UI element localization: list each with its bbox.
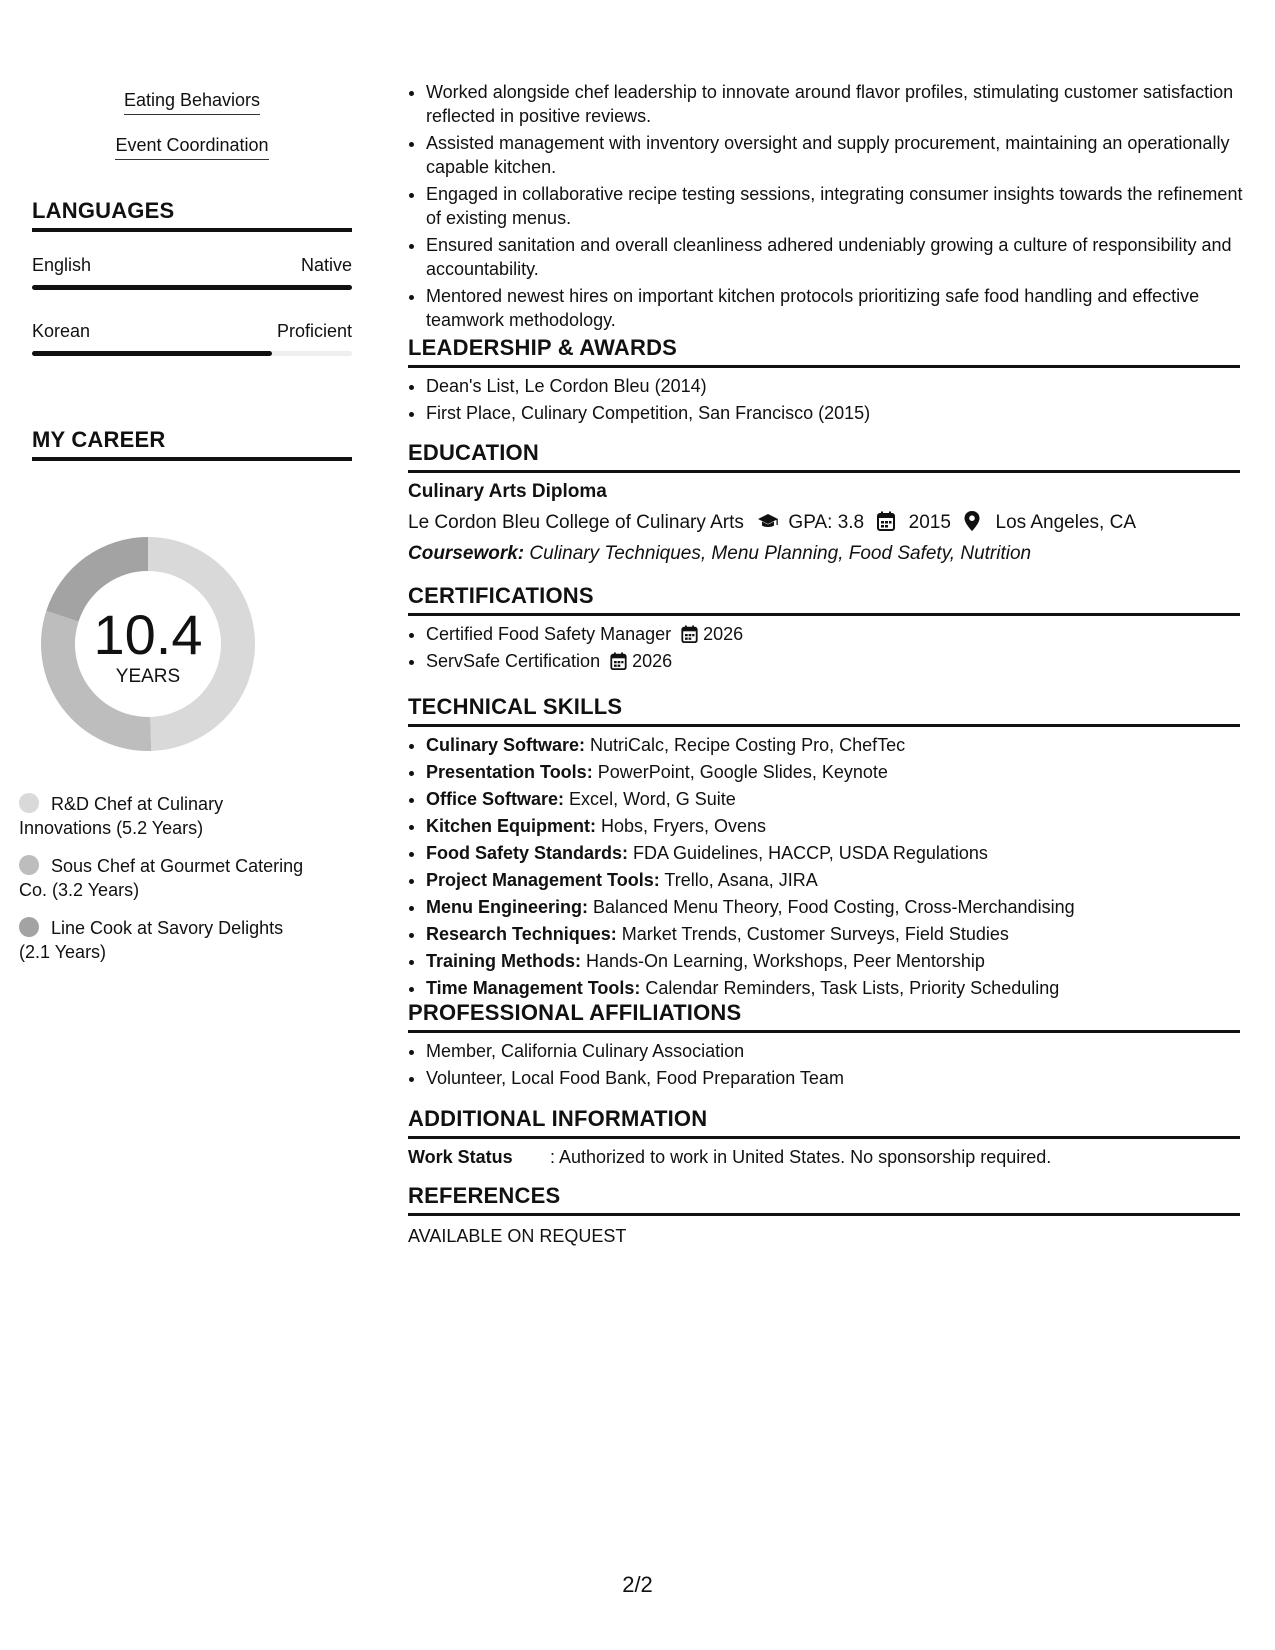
skill-category: Research Techniques: — [426, 924, 617, 944]
gpa-value: GPA: 3.8 — [788, 512, 865, 533]
interest-item — [32, 134, 352, 160]
certification-year: 2026 — [703, 624, 744, 644]
languages-heading: LANGUAGES — [32, 198, 352, 232]
legend-label: Sous Chef at Gourmet Catering Co. (3.2 Years) — [19, 856, 304, 900]
affiliation-item: • Volunteer, Local Food Bank, Food Preparation Team — [426, 1065, 1240, 1092]
work-status-value: : Authorized to work in United States. No sponsorship required. — [550, 1147, 1052, 1167]
education-section — [408, 480, 1240, 567]
coursework-line — [408, 541, 1240, 567]
skill-item — [426, 975, 1240, 1002]
skill-category: Menu Engineering: — [426, 897, 588, 917]
interest-item — [32, 89, 352, 115]
legend-label: R&D Chef at Culinary Innovations (5.2 Years) — [19, 794, 224, 838]
career-legend-item — [19, 916, 319, 964]
interest-label: Event Coordination — [115, 134, 268, 160]
leadership-section — [408, 373, 1240, 427]
language-level: Native — [300, 255, 352, 275]
skill-item — [426, 894, 1240, 921]
experience-bullet: • Assisted management with inventory oversight and supply procurement, maintaining an operationally capable kitchen. — [426, 131, 1258, 179]
affiliations-section — [408, 1038, 1240, 1092]
work-status-row — [408, 1145, 1240, 1169]
language-name: Korean — [32, 321, 91, 341]
career-legend-item — [19, 854, 319, 902]
technical-skills-section — [408, 732, 1240, 1002]
degree-title: Culinary Arts Diploma — [408, 481, 607, 502]
skill-values: FDA Guidelines, HACCP, USDA Regulations — [633, 843, 988, 863]
skill-values: Hands-On Learning, Workshops, Peer Mentorship — [586, 951, 985, 971]
interest-label: Eating Behaviors — [124, 89, 260, 115]
certification-year: 2026 — [632, 651, 673, 671]
skill-values: Excel, Word, G Suite — [569, 789, 736, 809]
graduation-cap-icon — [757, 511, 777, 531]
language-bar-english — [32, 285, 352, 290]
language-bar-fill — [32, 285, 352, 290]
career-legend-item — [19, 792, 319, 840]
language-name: English — [32, 255, 92, 275]
skill-item — [426, 813, 1240, 840]
skill-category: Kitchen Equipment: — [426, 816, 596, 836]
skill-item — [426, 840, 1240, 867]
language-level: Proficient — [276, 321, 352, 341]
references-text: AVAILABLE ON REQUEST — [408, 1226, 627, 1246]
coursework-label: Coursework: — [408, 543, 525, 564]
skill-item — [426, 867, 1240, 894]
skill-values: Calendar Reminders, Task Lists, Priority Scheduling — [645, 978, 1060, 998]
page-number: 2/2 — [622, 1572, 653, 1597]
career-legend — [19, 792, 319, 978]
language-bar-korean — [32, 351, 352, 356]
affiliation-item: • Member, California Culinary Association — [426, 1038, 1240, 1065]
calendar-icon — [610, 651, 628, 669]
certification-item — [426, 648, 1240, 675]
school-name: Le Cordon Bleu College of Culinary Arts — [408, 512, 744, 533]
experience-bullet: • Worked alongside chef leadership to innovate around flavor profiles, stimulating customer satisfaction reflected in positive reviews. — [426, 80, 1258, 128]
legend-color-dot — [19, 855, 39, 875]
work-status-label: Work Status — [408, 1147, 513, 1167]
skill-category: Project Management Tools: — [426, 870, 660, 890]
education-details — [408, 510, 1240, 536]
education-heading: EDUCATION — [408, 440, 1240, 473]
references-heading: REFERENCES — [408, 1183, 1240, 1216]
legend-color-dot — [19, 917, 39, 937]
skill-category: Culinary Software: — [426, 735, 586, 755]
skill-values: NutriCalc, Recipe Costing Pro, ChefTec — [590, 735, 906, 755]
certification-name: Certified Food Safety Manager — [426, 624, 672, 644]
school-location: Los Angeles, CA — [995, 512, 1136, 533]
technical-skills-heading: TECHNICAL SKILLS — [408, 694, 1240, 727]
skill-category: Time Management Tools: — [426, 978, 641, 998]
experience-bullet: • Mentored newest hires on important kitchen protocols prioritizing safe food handling and effective teamwork methodology. — [426, 284, 1258, 332]
experience-bullet: • Ensured sanitation and overall cleanliness adhered undeniably growing a culture of responsibility and accountability. — [426, 233, 1258, 281]
skill-values: Market Trends, Customer Surveys, Field Studies — [621, 924, 1009, 944]
skill-item — [426, 732, 1240, 759]
skill-values: Hobs, Fryers, Ovens — [601, 816, 767, 836]
career-heading: MY CAREER — [32, 427, 352, 461]
additional-info-section — [408, 1145, 1240, 1169]
award-item: • First Place, Culinary Competition, San Francisco (2015) — [426, 400, 1240, 427]
experience-bullet: • Engaged in collaborative recipe testing sessions, integrating consumer insights towards the refinement of existing menus. — [426, 182, 1258, 230]
leadership-heading: LEADERSHIP & AWARDS — [408, 335, 1240, 368]
certifications-heading: CERTIFICATIONS — [408, 583, 1240, 616]
additional-info-heading: ADDITIONAL INFORMATION — [408, 1106, 1240, 1139]
legend-label: Line Cook at Savory Delights (2.1 Years) — [19, 918, 284, 962]
calendar-icon — [877, 511, 897, 531]
legend-color-dot — [19, 793, 39, 813]
career-total-value: 10.4 — [93, 603, 203, 666]
skill-item — [426, 948, 1240, 975]
skill-item — [426, 759, 1240, 786]
career-donut-chart — [34, 530, 262, 758]
experience-bullet-list — [408, 80, 1258, 335]
award-item: • Dean's List, Le Cordon Bleu (2014) — [426, 373, 1240, 400]
skill-item — [426, 921, 1240, 948]
skill-category: Training Methods: — [426, 951, 581, 971]
certification-name: ServSafe Certification — [426, 651, 601, 671]
calendar-icon — [681, 624, 699, 642]
coursework-value: Culinary Techniques, Menu Planning, Food Safety, Nutrition — [529, 543, 1032, 564]
skill-item — [426, 786, 1240, 813]
map-pin-icon — [964, 511, 984, 531]
skill-category: Presentation Tools: — [426, 762, 593, 782]
graduation-year: 2015 — [908, 512, 951, 533]
certification-item — [426, 621, 1240, 648]
certifications-section — [408, 621, 1240, 675]
skill-values: Balanced Menu Theory, Food Costing, Cross-Merchandising — [593, 897, 1075, 917]
career-total-unit: YEARS — [115, 666, 181, 687]
language-bar-fill — [32, 351, 272, 356]
affiliations-heading: PROFESSIONAL AFFILIATIONS — [408, 1000, 1240, 1033]
skill-category: Food Safety Standards: — [426, 843, 629, 863]
skill-category: Office Software: — [426, 789, 565, 809]
skill-values: Trello, Asana, JIRA — [664, 870, 818, 890]
skill-values: PowerPoint, Google Slides, Keynote — [597, 762, 888, 782]
